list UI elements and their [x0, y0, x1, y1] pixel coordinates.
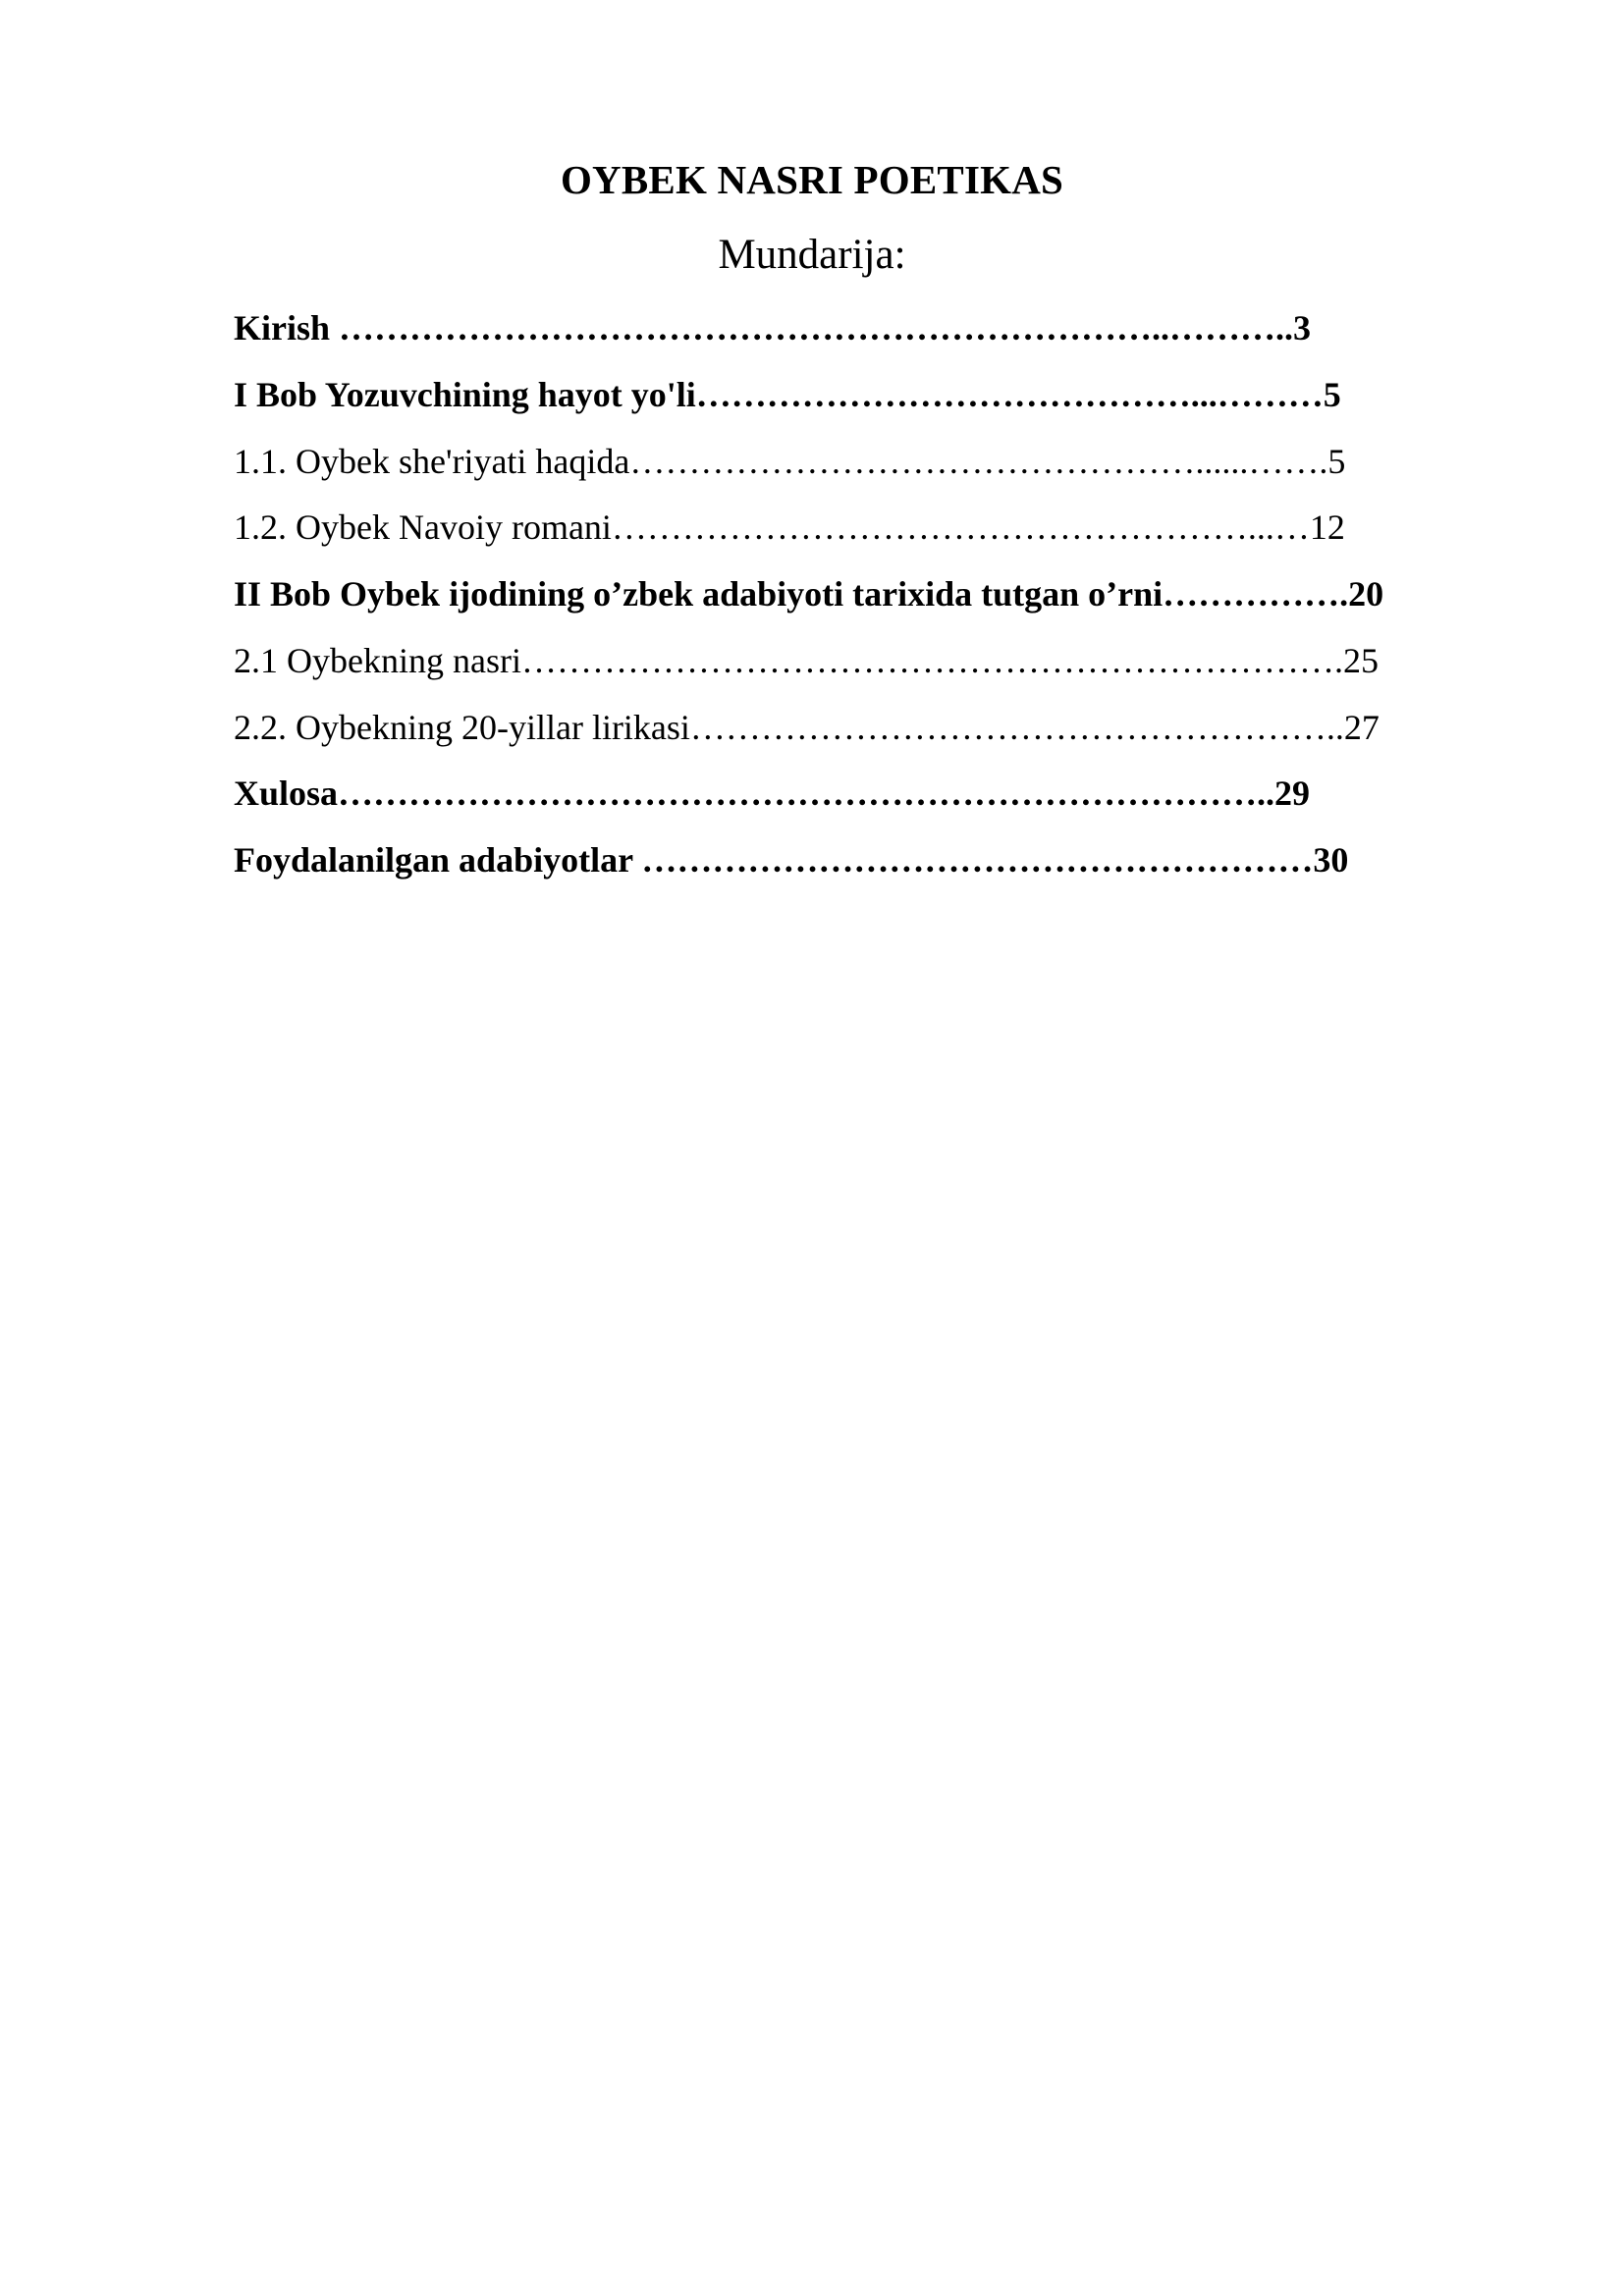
toc-entry-section-1-2[interactable]: 1.2. Oybek Navoiy romani………………………………………………...…12 — [234, 507, 1345, 547]
toc-entry-kirish[interactable]: Kirish ……………………………………………………………..………..3 — [234, 308, 1312, 347]
toc-entry-section-2-1[interactable]: 2.1 Oybekning nasri…………………………………………………………….25 — [234, 641, 1379, 680]
toc-entry-chapter-2[interactable]: II Bob Oybek ijodining o’zbek adabiyoti tarixida tutgan o’rni…………….20 — [234, 574, 1384, 614]
document-title: OYBEK NASRI POETIKAS — [560, 157, 1064, 202]
toc-entry-section-2-2[interactable]: 2.2. Oybekning 20-yillar lirikasi………………………………………………..27 — [234, 708, 1380, 747]
toc-entry-references[interactable]: Foydalanilgan adabiyotlar …………………………………………………30 — [234, 840, 1349, 880]
toc-entry-section-1-1[interactable]: 1.1. Oybek she'riyati haqida…………………………………………......…….5 — [234, 442, 1346, 481]
toc-entry-chapter-1[interactable]: I Bob Yozuvchining hayot yo'li……………………………………...………5 — [234, 375, 1341, 414]
toc-heading: Mundarija: — [718, 232, 906, 278]
toc-entry-xulosa[interactable]: Xulosa……………………………………………………………………..29 — [234, 774, 1311, 813]
